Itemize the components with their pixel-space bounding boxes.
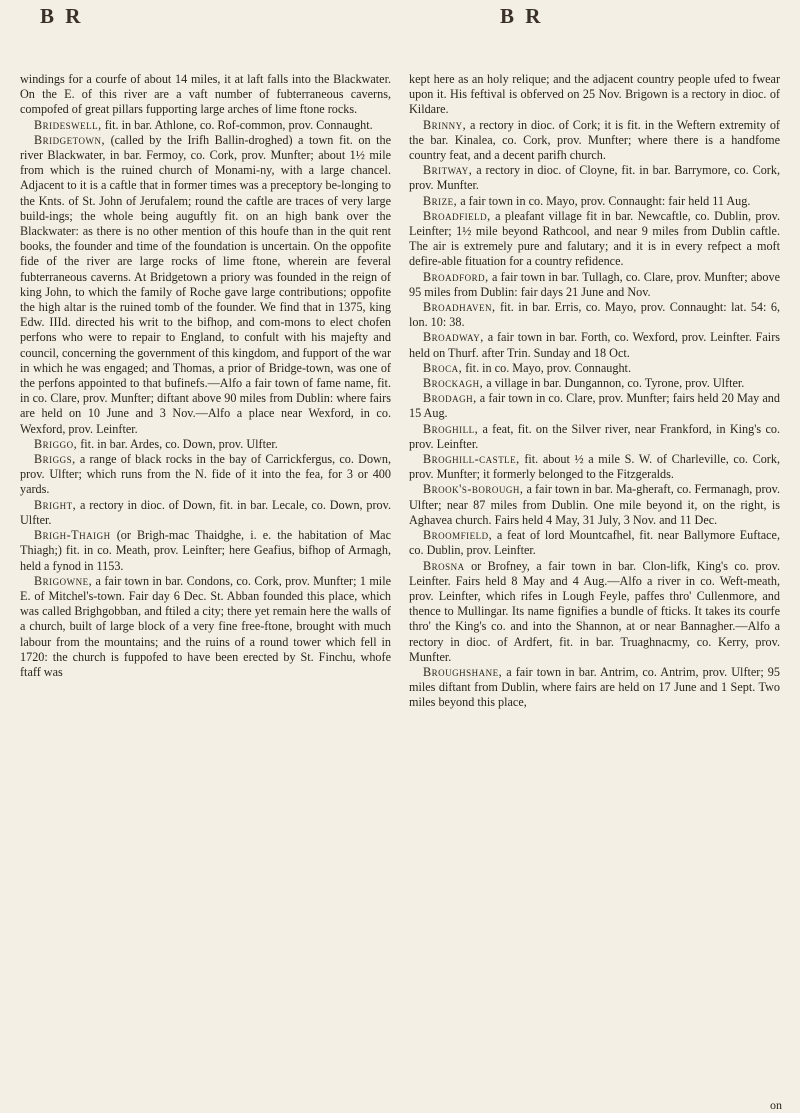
right-column (409, 72, 780, 711)
entry-paragraph (409, 300, 780, 330)
entry-text: a feat, fit. on the Silver river, near Frankford, in King's co. prov. Leinfter. (409, 421, 780, 451)
entry-text: windings for a courfe of about 14 miles, it at laft falls into the Blackwater. On the E. of this river are a vaft number of fubterraneous caverns, compofed of great pillars fupporting large arches of lime ftone rocks. (20, 72, 391, 117)
entry-paragraph (409, 361, 780, 376)
entry-text: fit. about ½ a mile S. W. of Charleville, co. Cork, prov. Munfter; it formerly belonged to the Fitzgeralds. (409, 452, 780, 482)
entry-text: (or Brigh-mac Thaidghe, i. e. the habitation of Mac Thiagh;) fit. in co. Meath, prov. Leinfter; here Geafius, bifhop of Armagh, held a fynod in 1153. (20, 528, 391, 573)
entry-paragraph (409, 72, 780, 118)
entry-headword: Brigowne, (34, 573, 93, 588)
running-header-right: B R (500, 4, 544, 28)
entry-headword: Broadfield, (423, 208, 491, 223)
entry-paragraph (409, 118, 780, 164)
entry-headword: Bright, (34, 497, 77, 512)
entry-text: (called by the Irifh Ballin-droghed) a town fit. on the river Blackwater, in bar. Fermoy, co. Cork, prov. Munfter; about 1½ mile from which is the ruined church of Monami-ny, with a large chancel. Adjacent to it is a caftle that in former times was a preceptory be-longing to the Knts. of St. John of Jerufalem; round the caftle are traces of very large build-ings; the whole being auguftly fit. on an high bank over the Blackwater: as there is no other mention of this houfe than in the quit rent books, the founder and time of the foundation is uncertain. On the oppofite fide of the river are large rocks of lime ftone, wherein are feveral fubterraneous caverns. At Bridgetown a priory was founded in the reign of king John, to which the family of Roche gave large contributions; oppofite the high altar is the ruined tomb of the founder. We find that in 1375, king Edw. IIId. directed his writ to the bifhop, and com-mons to elect chofen perfons who were to repair to England, to confult with his majefty and council, concerning the government of this kingdom, and fupport of the war in which he was engaged; and Thomas, a prior of Bridge-town, was one of the perfons appointed to that bufinefs.—Alfo a fair town of fame name, fit. in co. Clare, prov. Munfter; diftant above 90 miles from Dublin: where fairs are held on 10 June and 3 Nov.—Alfo a place near Wexford, in co. Wexford, prov. Leinfter. (20, 132, 391, 436)
entry-paragraph (409, 330, 780, 360)
left-column (20, 72, 391, 680)
entry-paragraph (20, 498, 391, 528)
entry-headword: Broghill-castle, (423, 452, 520, 467)
entry-paragraph (409, 209, 780, 270)
entry-paragraph (409, 482, 780, 528)
entry-headword: Broghill, (423, 421, 479, 436)
entry-paragraph (409, 528, 780, 558)
entry-paragraph (20, 574, 391, 680)
entry-headword: Broadford, (423, 269, 489, 284)
entry-text: a fair town in co. Mayo, prov. Connaught: fair held 11 Aug. (457, 193, 751, 208)
entry-paragraph (20, 437, 391, 452)
entry-headword: Brook's-borough, (423, 482, 524, 497)
entry-paragraph (409, 391, 780, 421)
entry-paragraph (409, 452, 780, 482)
entry-paragraph (409, 559, 780, 665)
entry-text: fit. in co. Mayo, prov. Connaught. (462, 360, 631, 375)
entry-headword: Brockagh, (423, 376, 484, 391)
entry-headword: Broca, (423, 360, 463, 375)
entry-headword: Broadhaven, (423, 300, 496, 315)
entry-text: a range of black rocks in the bay of Carrickfergus, co. Down, prov. Ulfter; which runs from the N. fide of it into the fea, for 3 or 400 yards. (20, 452, 391, 497)
entry-headword: Brideswell, (34, 117, 102, 132)
entry-paragraph (409, 665, 780, 711)
entry-headword: Broadway, (423, 330, 484, 345)
entry-paragraph (20, 118, 391, 133)
entry-paragraph (409, 163, 780, 193)
entry-headword: Brinny, (423, 117, 467, 132)
entry-paragraph (409, 376, 780, 391)
entry-paragraph (409, 270, 780, 300)
entry-headword: Brigh-Thaigh (34, 528, 111, 543)
entry-text: a rectory in dioc. of Cork; it is fit. in the Weftern extremity of the bar. Kinalea, co. Cork, prov. Munfter; where there is a handfome country feat, and a decent parifh church. (409, 117, 780, 163)
running-header-left: B R (40, 4, 84, 28)
entry-headword: Brodagh, (423, 391, 477, 406)
entry-headword: Broughshane, (423, 664, 503, 679)
entry-paragraph (409, 194, 780, 209)
entry-text: a feat of lord Mountcafhel, fit. near Ballymore Euftace, co. Dublin, prov. Leinfter. (409, 528, 780, 558)
entry-paragraph (20, 528, 391, 574)
entry-headword: Brize, (423, 193, 458, 208)
entry-text: fit. in bar. Athlone, co. Rof-common, prov. Connaught. (101, 117, 373, 132)
entry-headword: Britway, (423, 163, 473, 178)
entry-text: or Brofney, a fair town in bar. Clon-lifk, King's co. prov. Leinfter. Fairs held 8 May and 4 Aug.—Alfo a river in co. Weft-meath, prov. Leinfter, which rifes in Lough Feyle, paffes thro' Cullenmore, and thence to Mullingar. Its name fignifies a bundle of fticks. It takes its courfe thro' the King's co. and into the Shannon, at or near Bannagher.—Alfo a rectory in dioc. of Ardfert, fit. in bar. Truaghnacmy, co. Kerry, prov. Munfter. (409, 558, 780, 664)
entry-text: a fair town in bar. Condons, co. Cork, prov. Munfter; 1 mile E. of Mitchel's-town. Fair day 6 Dec. St. Abban founded this place, which was called Brighgobban, and ftiled a city; there yet remain here the walls of a church, built of large block of a very fine free-ftone, brought with much labour from the mountains; and the ruins of a round tower which fell in 1720: the church is fuppofed to have been erected by St. Finchu, whofe ftaff was (20, 573, 391, 679)
entry-paragraph (409, 422, 780, 452)
entry-paragraph (20, 133, 391, 437)
entry-text: a rectory in dioc. of Cloyne, fit. in bar. Barrymore, co. Cork, prov. Munfter. (409, 163, 780, 193)
entry-headword: Broomfield, (423, 528, 493, 543)
entry-paragraph (20, 452, 391, 498)
entry-text: a rectory in dioc. of Down, fit. in bar. Lecale, co. Down, prov. Ulfter. (20, 497, 391, 527)
entry-paragraph (20, 72, 391, 118)
entry-headword: Brosna (423, 558, 465, 573)
entry-text: a village in bar. Dungannon, co. Tyrone, prov. Ulfter. (483, 376, 745, 391)
catchword: on (770, 1098, 782, 1112)
entry-text: fit. in bar. Erris, co. Mayo, prov. Connaught: lat. 54: 6, lon. 10: 38. (409, 300, 780, 330)
entry-text: a pleafant village fit in bar. Newcaftle, co. Dublin, prov. Leinfter; 1½ mile beyond Rathcool, and near 9 miles from Dublin caftle. The air is extremely pure and falutary; and it is in every refpect a moft defire-able fituation for a country refidence. (409, 208, 780, 269)
entry-text: a fair town in bar. Antrim, co. Antrim, prov. Ulfter; 95 miles diftant from Dublin, where fairs are held on 17 June and 1 Sept. Two miles beyond this place, (409, 664, 780, 710)
entry-text: kept here as an holy relique; and the adjacent country people ufed to fwear upon it. His feftival is obferved on 25 Nov. Brigown is a rectory in dioc. of Kildare. (409, 72, 780, 117)
entry-text: a fair town in bar. Ma-gheraft, co. Fermanagh, prov. Ulfter; near 87 miles from Dublin. One mile beyond it, on the right, is Aghavea church. Fairs held 4 May, 31 July, 3 Nov. and 11 Dec. (409, 482, 780, 527)
entry-headword: Briggo, (34, 436, 78, 451)
entry-headword: Briggs, (34, 452, 76, 467)
entry-text: fit. in bar. Ardes, co. Down, prov. Ulfter. (77, 436, 278, 451)
entry-text: a fair town in bar. Tullagh, co. Clare, prov. Munfter; above 95 miles from Dublin: fair days 21 June and Nov. (409, 269, 780, 299)
entry-headword: Bridgetown, (34, 132, 106, 147)
entry-text: a fair town in bar. Forth, co. Wexford, prov. Leinfter. Fairs held on Thurf. after Trin. Sunday and 18 Oct. (409, 330, 780, 360)
entry-text: a fair town in co. Clare, prov. Munfter; fairs held 20 May and 15 Aug. (409, 391, 780, 421)
